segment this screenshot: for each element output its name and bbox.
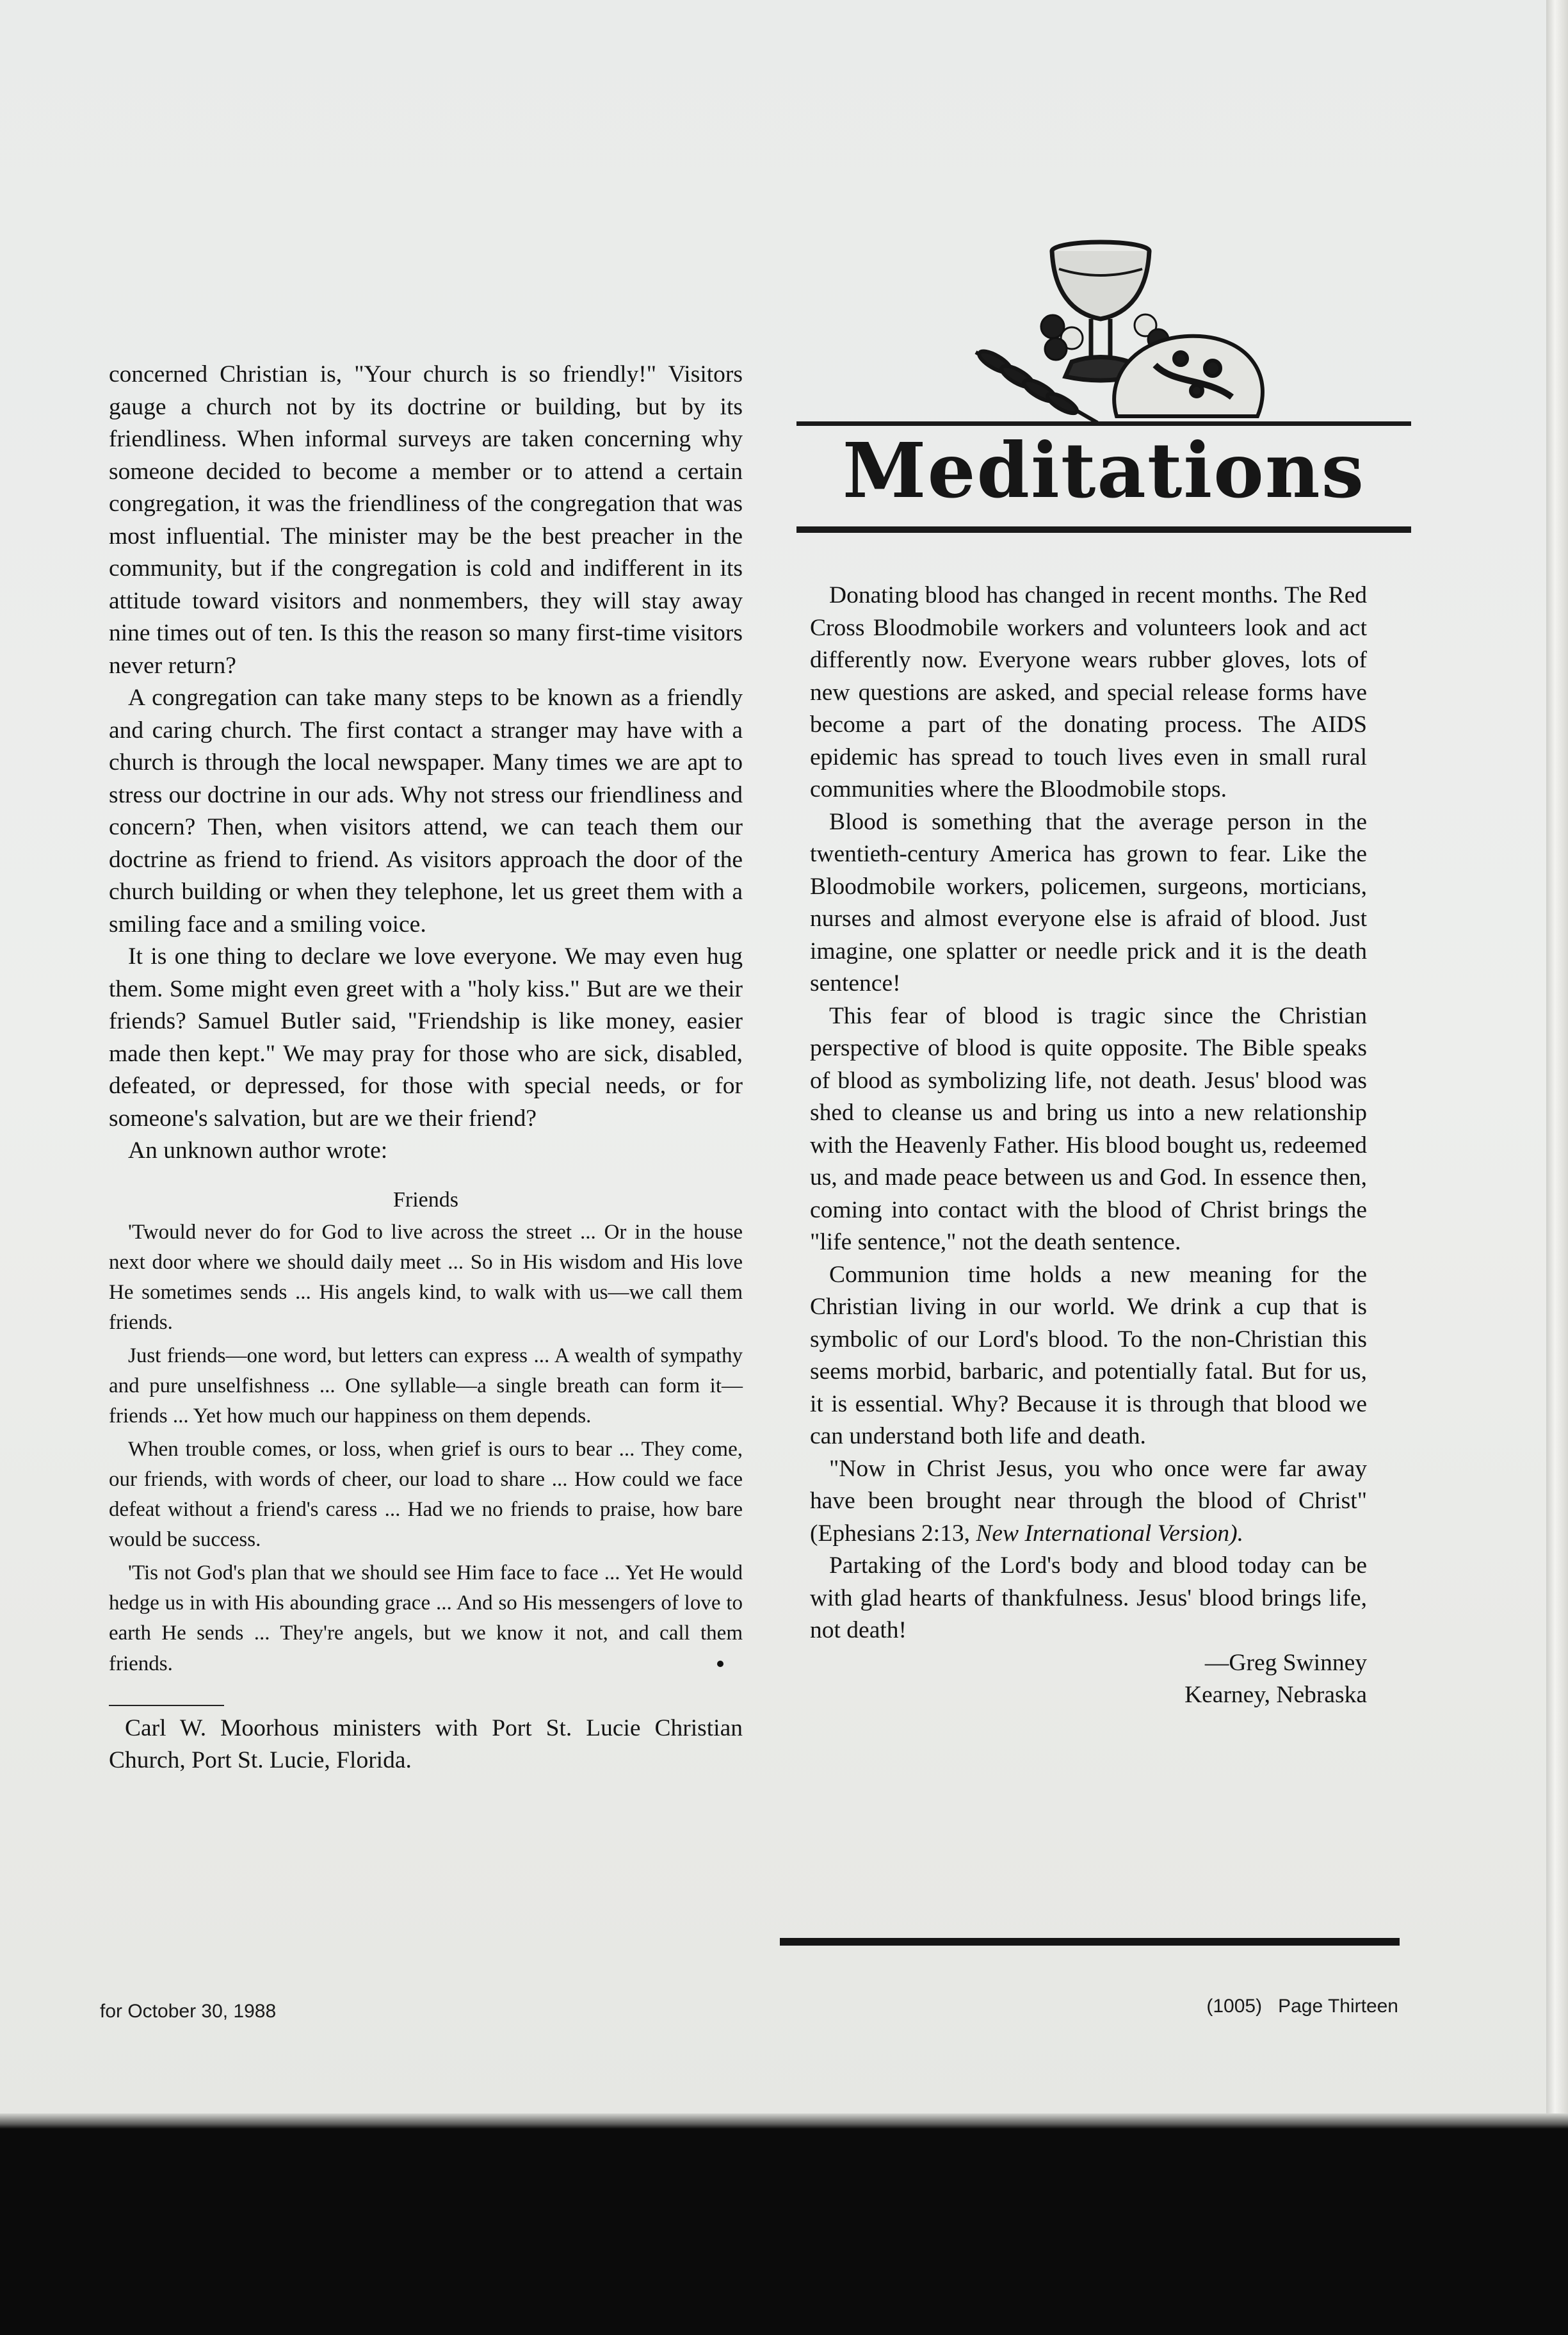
right-paragraph-4: Communion time holds a new meaning for the Christian living in our world. We drink a cup that is symbolic of our Lord's blood. To the non-Christian this seems morbid, barbaric, and potentially fatal. But for us, it is essential. Why? Because it is through that blood we can understand both life and death. [810,1261,1367,1449]
right-paragraph-2: Blood is something that the average person in the twentieth-century America has grown to fear. Like the Bloodmobile workers, policemen, surgeons, morticians, nurses and almost everyone else is afraid of blood. Just imagine, one splatter or needle prick and it is the death sentence! [810,808,1367,997]
end-mark [717,1661,723,1667]
bread-icon [1114,336,1263,416]
page-bottom-edge [0,2113,1568,2129]
author-footnote: Carl W. Moorhous ministers with Port St. Lucie Christian Church, Port St. Lucie, Florida. [109,1714,743,1774]
communion-illustration [796,231,1411,423]
scripture-quote-text: "Now in Christ Jesus, you who once were far away have been brought near through the blood of Christ" (Ephesians 2:13, [810,1455,1367,1547]
signature-block [810,1647,1367,1712]
left-paragraph-2: A congregation can take many steps to be known as a friendly and caring church. The first contact a stranger may have with a church is through the local newspaper. Many times we are apt to stress our doctrine in our ads. Why not stress our friendliness and concern? Then, when visitors attend, we can teach them our doctrine as friend to friend. As visitors approach the door of the church building or when they telephone, let us greet them with a smiling face and a smiling voice. [109,685,743,938]
left-paragraph-1: concerned Christian is, "Your church is so friendly!" Visitors gauge a church not by its doctrine or building, but by its friendliness. When informal surveys are taken concerning why someone decided to become a member or to attend a certain congregation, it was the friendliness of the congregation that was most influential. The minister may be the best preacher in the community, but if the congregation is cold and indifferent in its attitude toward visitors and nonmembers, they will stay away nine times out of ten. Is this the reason so many first-time visitors never return? [109,361,743,679]
page-edge [1546,0,1568,2123]
closing-paragraph: Partaking of the Lord's body and blood today can be with glad hearts of thankfulness. Jesus' blood brings life, not death! [810,1552,1367,1643]
poem-stanza-4 [109,1558,743,1679]
left-paragraph-3: It is one thing to declare we love everyone. We may even hug them. Some might even greet with a "holy kiss." But are we their friends? Samuel Butler said, "Friendship is like money, easier made then kept." We may pray for those who are sick, disabled, defeated, or depressed, for those with special needs, or for someone's salvation, but are we their friend? [109,943,743,1132]
right-paragraph-1: Donating blood has changed in recent months. The Red Cross Bloodmobile workers and volunteers look and act differently now. Everyone wears rubber gloves, lots of new questions are asked, and special release forms have become a part of the donating process. The AIDS epidemic has spread to touch lives even in small rural communities where the Bloodmobile stops. [810,582,1367,802]
meditations-masthead [796,231,1411,538]
right-paragraph-3: This fear of blood is tragic since the Christian perspective of blood is quite opposite. The Bible speaks of blood as symbolizing life, not death. Jesus' blood was shed to cleanse us and bring us into a new relationship with the Heavenly Father. His blood bought us, redeemed us, and made peace between us and God. In essence then, coming into contact with the blood of Christ brings the "life sentence," not the death sentence. [810,1002,1367,1255]
author-name: —Greg Swinney [1204,1649,1367,1676]
left-paragraph-4: An unknown author wrote: [128,1137,388,1164]
poem-stanza-1: 'Twould never do for God to live across the street ... Or in the house next door where we should daily meet ... So in His wisdom and His love He sometimes sends ... His angels kind, to walk with us—we call them friends. [109,1220,743,1335]
scripture-quote [810,1453,1367,1550]
poem-stanza-3: When trouble comes, or loss, when grief is ours to bear ... They come, our friends, with words of cheer, our load to share ... How could we face defeat without a friend's caress ... Had we no friends to praise, how bare would be success. [109,1437,743,1552]
masthead-title: Meditations [842,426,1366,515]
right-column [810,580,1367,1712]
page-number: (1005) Page Thirteen [1206,1996,1398,2017]
author-location: Kearney, Nebraska [1184,1682,1367,1708]
scripture-version: New International Version). [976,1520,1244,1547]
poem-stanza-4-text: 'Tis not God's plan that we should see Him face to face ... Yet He would hedge us in with His abounding grace ... And so His messengers of love to earth He sends ... They're angels, but we know it not, and call them friends. [109,1561,743,1675]
article-end-rule [780,1938,1400,1946]
poem-title: Friends [393,1187,458,1212]
issue-date: for October 30, 1988 [100,2001,277,2022]
poem [109,1185,743,1679]
poem-stanza-2: Just friends—one word, but letters can express ... A wealth of sympathy and pure unselfishness ... One syllable—a single breath can form it—friends ... Yet how much our happiness on them depends. [109,1344,743,1428]
masthead-bottom-rule [796,526,1411,533]
footnote-rule [109,1705,224,1706]
left-column [109,359,743,1777]
